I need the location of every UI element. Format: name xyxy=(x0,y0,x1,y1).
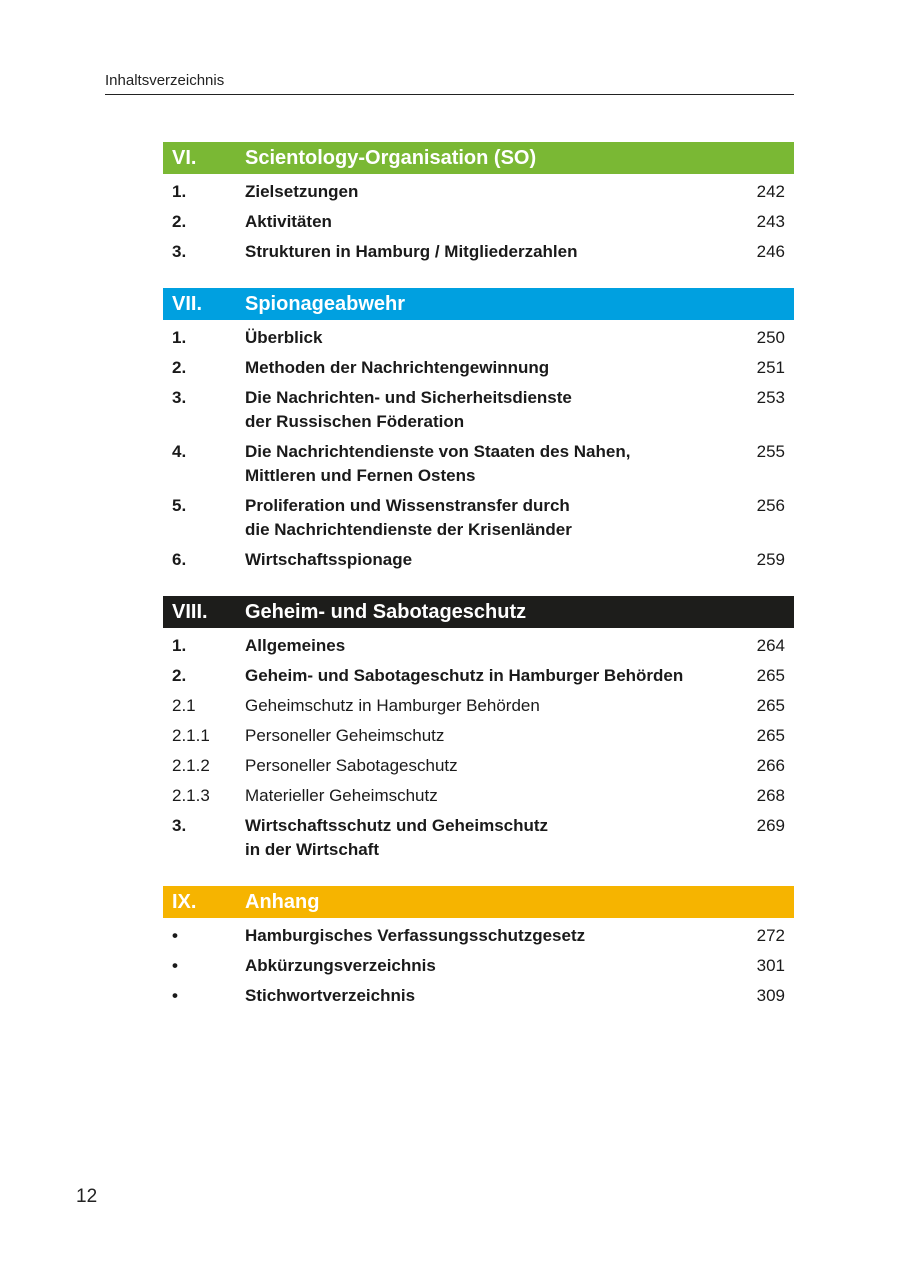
entry-title-line: in der Wirtschaft xyxy=(245,840,379,859)
entry-number: 4. xyxy=(172,442,187,461)
entry-title-line: Abkürzungsverzeichnis xyxy=(245,956,436,975)
entry-page-number: 242 xyxy=(756,182,785,201)
entry-title-line: Aktivitäten xyxy=(245,212,332,231)
section-header xyxy=(163,288,794,320)
entry-title-line: Die Nachrichtendienste von Staaten des Nahen, xyxy=(245,442,631,461)
entry-title xyxy=(245,924,734,948)
toc-entry[interactable] xyxy=(163,440,794,488)
entry-number: 5. xyxy=(172,496,187,515)
entry-number: 2. xyxy=(172,212,187,231)
entry-title-line: der Russischen Föderation xyxy=(245,412,465,431)
entry-number: 2.1.3 xyxy=(172,786,210,805)
toc-entry[interactable] xyxy=(163,784,794,808)
toc-entry[interactable] xyxy=(163,494,794,542)
toc-entry[interactable] xyxy=(163,664,794,688)
entry-title xyxy=(245,814,734,862)
entry-page-number: 246 xyxy=(756,242,785,261)
section-header xyxy=(163,886,794,918)
table-of-contents xyxy=(163,142,794,1032)
entry-number: 3. xyxy=(172,388,187,407)
toc-entry[interactable] xyxy=(163,240,794,264)
header-rule xyxy=(105,94,794,95)
toc-entry[interactable] xyxy=(163,754,794,778)
toc-entry[interactable] xyxy=(163,954,794,978)
toc-entry[interactable] xyxy=(163,326,794,350)
entry-title-line: Zielsetzungen xyxy=(245,182,359,201)
toc-entry[interactable] xyxy=(163,814,794,862)
entry-title xyxy=(245,494,734,542)
entry-page-number: 255 xyxy=(756,442,785,461)
toc-section xyxy=(163,142,794,264)
toc-entry[interactable] xyxy=(163,984,794,1008)
entry-number: 1. xyxy=(172,636,187,655)
entry-title-line: Personeller Sabotageschutz xyxy=(245,756,458,775)
entry-page-number: 301 xyxy=(756,956,785,975)
entry-number: • xyxy=(172,926,178,945)
entry-title xyxy=(245,386,734,434)
entry-number: 2.1.2 xyxy=(172,756,210,775)
entry-page-number: 264 xyxy=(756,636,785,655)
entry-title xyxy=(245,694,734,718)
entry-title-line: Wirtschaftsspionage xyxy=(245,550,413,569)
toc-entry[interactable] xyxy=(163,724,794,748)
entry-page-number: 251 xyxy=(756,358,785,377)
entry-page-number: 265 xyxy=(756,726,785,745)
entry-title-line: Materieller Geheimschutz xyxy=(245,786,438,805)
entry-number: 3. xyxy=(172,816,187,835)
entry-title-line: Geheimschutz in Hamburger Behörden xyxy=(245,696,540,715)
section-title: Scientology-Organisation (SO) xyxy=(245,146,537,169)
entry-title xyxy=(245,784,734,808)
section-number: VII. xyxy=(172,292,203,315)
entry-title-line: Überblick xyxy=(245,328,323,347)
entry-page-number: 268 xyxy=(756,786,785,805)
entry-title xyxy=(245,664,734,688)
toc-section xyxy=(163,596,794,862)
entry-title xyxy=(245,754,734,778)
entry-page-number: 259 xyxy=(756,550,785,569)
running-head: Inhaltsverzeichnis xyxy=(105,72,225,89)
entry-page-number: 265 xyxy=(756,666,785,685)
entry-title-line: Allgemeines xyxy=(245,636,346,655)
entry-title-line: Wirtschaftsschutz und Geheimschutz xyxy=(245,816,549,835)
entry-page-number: 309 xyxy=(756,986,785,1005)
toc-entry[interactable] xyxy=(163,694,794,718)
section-header xyxy=(163,142,794,174)
page-number: 12 xyxy=(76,1186,98,1207)
entry-title xyxy=(245,210,734,234)
section-number: VI. xyxy=(172,146,197,169)
entry-title-line: Hamburgisches Verfassungsschutzgesetz xyxy=(245,926,586,945)
section-header xyxy=(163,596,794,628)
entry-number: 2. xyxy=(172,666,187,685)
entry-title xyxy=(245,954,734,978)
entry-page-number: 253 xyxy=(756,388,785,407)
toc-entry[interactable] xyxy=(163,924,794,948)
entry-number: 1. xyxy=(172,182,187,201)
toc-entry[interactable] xyxy=(163,356,794,380)
entry-title-line: Strukturen in Hamburg / Mitgliederzahlen xyxy=(245,242,578,261)
section-title: Spionageabwehr xyxy=(245,292,406,315)
entry-page-number: 269 xyxy=(756,816,785,835)
entry-number: 3. xyxy=(172,242,187,261)
entry-page-number: 266 xyxy=(756,756,785,775)
entry-title-line: die Nachrichtendienste der Krisenländer xyxy=(245,520,572,539)
entry-page-number: 265 xyxy=(756,696,785,715)
entry-title-line: Geheim- und Sabotageschutz in Hamburger Behörden xyxy=(245,666,684,685)
entry-page-number: 243 xyxy=(756,212,785,231)
entry-title-line: Mittleren und Fernen Ostens xyxy=(245,466,476,485)
toc-entry[interactable] xyxy=(163,386,794,434)
entry-number: • xyxy=(172,956,178,975)
section-title: Geheim- und Sabotageschutz xyxy=(245,600,527,623)
entry-title xyxy=(245,180,734,204)
entry-title xyxy=(245,326,734,350)
entry-title xyxy=(245,440,734,488)
entry-title xyxy=(245,984,734,1008)
entry-title xyxy=(245,356,734,380)
toc-entry[interactable] xyxy=(163,210,794,234)
entry-page-number: 250 xyxy=(756,328,785,347)
entry-title xyxy=(245,548,734,572)
entry-number: 2.1 xyxy=(172,696,196,715)
entry-title-line: Stichwortverzeichnis xyxy=(245,986,416,1005)
toc-entry[interactable] xyxy=(163,180,794,204)
entry-page-number: 256 xyxy=(756,496,785,515)
entry-title-line: Proliferation und Wissenstransfer durch xyxy=(245,496,570,515)
entry-title xyxy=(245,240,734,264)
entry-title-line: Methoden der Nachrichtengewinnung xyxy=(245,358,550,377)
entry-number: 6. xyxy=(172,550,187,569)
entry-number: 2. xyxy=(172,358,187,377)
toc-entry[interactable] xyxy=(163,634,794,658)
entry-title-line: Personeller Geheimschutz xyxy=(245,726,445,745)
toc-section xyxy=(163,886,794,1008)
entry-title xyxy=(245,724,734,748)
entry-number: 1. xyxy=(172,328,187,347)
section-number: IX. xyxy=(172,890,197,913)
toc-entry[interactable] xyxy=(163,548,794,572)
entry-title xyxy=(245,634,734,658)
section-number: VIII. xyxy=(172,600,208,623)
entry-number: 2.1.1 xyxy=(172,726,210,745)
toc-section xyxy=(163,288,794,572)
entry-page-number: 272 xyxy=(756,926,785,945)
entry-title-line: Die Nachrichten- und Sicherheitsdienste xyxy=(245,388,572,407)
section-title: Anhang xyxy=(245,890,320,913)
entry-number: • xyxy=(172,986,178,1005)
